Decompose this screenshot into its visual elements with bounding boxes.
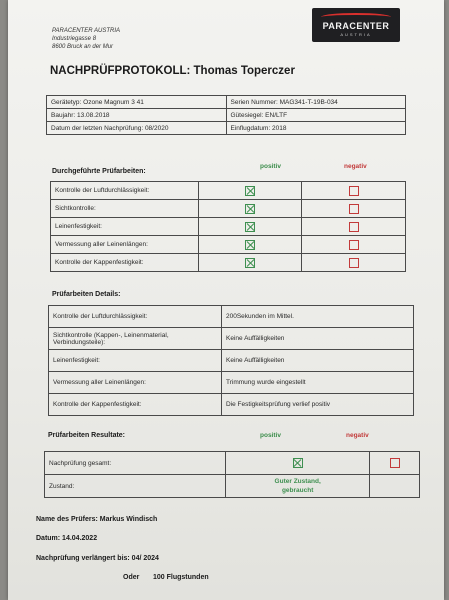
- paracenter-logo: [312, 8, 400, 42]
- table-row: [49, 328, 414, 350]
- checked-box-icon[interactable]: [245, 186, 255, 196]
- logo-arc: [321, 13, 391, 21]
- table-row: [45, 475, 420, 498]
- detail-label: Sichtkontrolle (Kappen-, Leinenmaterial, Verbindungsteile):: [49, 328, 222, 350]
- table-row: [49, 394, 414, 416]
- check-label: Vermessung aller Leinenlängen:: [51, 236, 199, 254]
- checks-heading: Durchgeführte Prüfarbeiten:: [52, 168, 146, 175]
- positive-cell: [198, 200, 302, 218]
- detail-label: Kontrolle der Kappenfestigkeit:: [49, 394, 222, 416]
- page-title: NACHPRÜFPROTOKOLL: Thomas Toperczer: [50, 65, 295, 77]
- company-address: [52, 27, 120, 51]
- logo-subtext: AUSTRIA: [340, 31, 372, 37]
- check-label: Sichtkontrolle:: [51, 200, 199, 218]
- empty-cell: [370, 475, 420, 498]
- positive-cell: [198, 218, 302, 236]
- zustand-label: Zustand:: [45, 475, 226, 498]
- device-info-table: [46, 95, 406, 135]
- guetesiegel-cell: Gütesiegel: EN/LTF: [226, 109, 406, 122]
- detail-value: Die Festigkeitsprüfung verlief positiv: [222, 394, 414, 416]
- positive-cell: [198, 254, 302, 272]
- checked-box-icon[interactable]: [245, 222, 255, 232]
- baujahr-cell: Baujahr: 13.08.2018: [47, 109, 227, 122]
- einflugdatum-cell: Einflugdatum: 2018: [226, 122, 406, 135]
- negative-cell: [302, 236, 406, 254]
- company-city: 8600 Bruck an der Mur: [52, 44, 114, 50]
- pruefer-name: Name des Prüfers: Markus Windisch: [36, 516, 158, 523]
- table-row: [47, 122, 406, 135]
- table-row: [51, 236, 406, 254]
- table-row: [51, 200, 406, 218]
- checks-negativ-header: negativ: [344, 163, 367, 170]
- oder-label: Oder: [123, 574, 140, 581]
- positive-cell: [198, 236, 302, 254]
- zustand-value: [226, 475, 370, 498]
- positive-cell: [198, 182, 302, 200]
- company-street: Industriegasse 8: [52, 36, 97, 42]
- empty-box-icon[interactable]: [349, 186, 359, 196]
- logo-text: PARACENTER: [322, 20, 390, 31]
- table-row: [49, 350, 414, 372]
- company-name: PARACENTER AUSTRIA: [52, 28, 121, 34]
- detail-label: Kontrolle der Luftdurchlässigkeit:: [49, 306, 222, 328]
- details-table: [48, 305, 414, 416]
- check-label: Kontrolle der Kappenfestigkeit:: [51, 254, 199, 272]
- negative-cell: [370, 452, 420, 475]
- detail-value: Keine Auffälligkeiten: [222, 328, 414, 350]
- table-row: [51, 254, 406, 272]
- table-row: [49, 306, 414, 328]
- detail-value: Keine Auffälligkeiten: [222, 350, 414, 372]
- datum: Datum: 14.04.2022: [36, 535, 98, 542]
- document-page: [8, 0, 444, 600]
- geraetetyp-cell: Gerätetyp: Ozone Magnum 3 41: [47, 96, 227, 109]
- empty-box-icon[interactable]: [349, 258, 359, 268]
- detail-value: Trimmung wurde eingestellt: [222, 372, 414, 394]
- checked-box-icon[interactable]: [245, 240, 255, 250]
- check-label: Kontrolle der Luftdurchlässigkeit:: [51, 182, 199, 200]
- empty-box-icon[interactable]: [349, 240, 359, 250]
- details-heading: Prüfarbeiten Details:: [52, 291, 121, 298]
- results-heading: Prüfarbeiten Resultate:: [48, 432, 126, 439]
- positive-cell: [226, 452, 370, 475]
- empty-box-icon[interactable]: [349, 222, 359, 232]
- checked-box-icon[interactable]: [245, 258, 255, 268]
- results-table: [44, 451, 420, 498]
- results-negativ-header: negativ: [346, 432, 369, 439]
- checked-box-icon[interactable]: [293, 458, 303, 468]
- checked-box-icon[interactable]: [245, 204, 255, 214]
- letzte-nachpruefung-cell: Datum der letzten Nachprüfung: 08/2020: [47, 122, 227, 135]
- check-label: Leinenfestigkeit:: [51, 218, 199, 236]
- verlaengert-bis: Nachprüfung verlängert bis: 04/ 2024: [36, 555, 159, 562]
- detail-label: Leinenfestigkeit:: [49, 350, 222, 372]
- negative-cell: [302, 200, 406, 218]
- table-row: [47, 96, 406, 109]
- negative-cell: [302, 218, 406, 236]
- table-row: [51, 182, 406, 200]
- empty-box-icon[interactable]: [390, 458, 400, 468]
- empty-box-icon[interactable]: [349, 204, 359, 214]
- zustand-line-1: Guter Zustand,: [274, 478, 321, 485]
- table-row: [47, 109, 406, 122]
- checks-positiv-header: positiv: [260, 163, 281, 170]
- negative-cell: [302, 182, 406, 200]
- flugstunden: 100 Flugstunden: [153, 574, 209, 581]
- checks-table: [50, 181, 406, 272]
- zustand-line-2: gebraucht: [281, 487, 314, 494]
- table-row: [51, 218, 406, 236]
- results-positiv-header: positiv: [260, 432, 281, 439]
- negative-cell: [302, 254, 406, 272]
- detail-value: 200Sekunden im Mittel.: [222, 306, 414, 328]
- gesamt-label: Nachprüfung gesamt:: [45, 452, 226, 475]
- detail-label: Vermessung aller Leinenlängen:: [49, 372, 222, 394]
- seriennummer-cell: Serien Nummer: MAG341-T-19B-034: [226, 96, 406, 109]
- table-row: [45, 452, 420, 475]
- table-row: [49, 372, 414, 394]
